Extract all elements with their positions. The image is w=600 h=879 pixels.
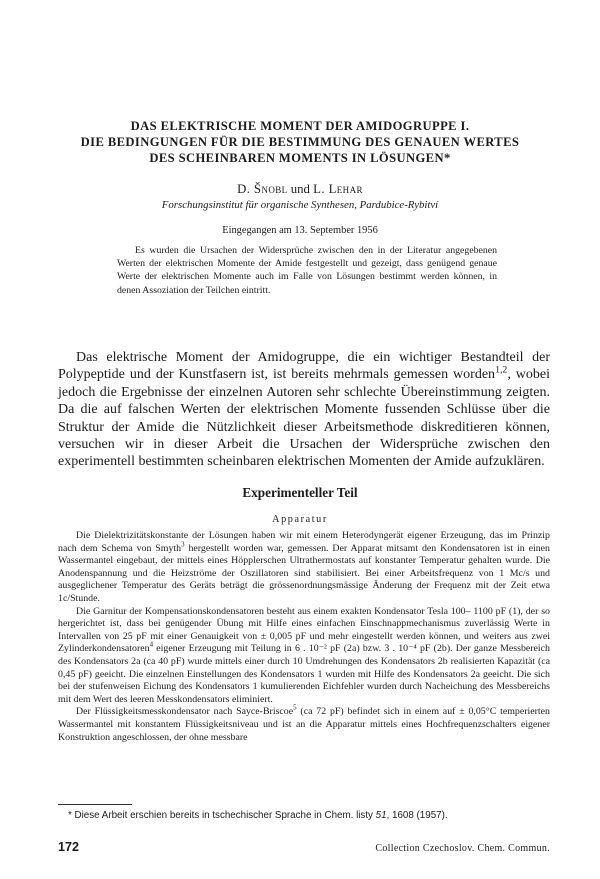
p2-citation: 4: [149, 642, 154, 650]
p1-citation: 3: [181, 541, 185, 549]
body-paragraph-3: [58, 706, 550, 744]
p2-text-a: Die Garnitur der Kompensationskondensatoren besteht aus einem exakten Kondensator Tesla 100– 1100 pF (1), der so hergerichtet ist, dass bei genügender Übung mit Hilfe eines einfachen Einschnappmechanismus zuverlässig Werte in Intervallen von 25 pF mit einer Genauigkeit von ± 0,005 pF und mehr eingestellt werden können, und weiters aus zwei Zylinderkondensatoren: [58, 605, 550, 655]
footnote-text-a: Diese Arbeit erschien bereits in tschechischer Sprache in Chem. listy: [71, 810, 376, 821]
footnote-rule: [58, 804, 132, 805]
author-lehar: L. Lehar: [313, 182, 363, 196]
abstract: Es wurden die Ursachen der Widersprüche zwischen den in der Literatur angegebenen Werten der elektrischen Momente der Amide festgestellt und gezeigt, dass genügend genaue Werte der elektrischen Momente auch im Falle von Lösungen bestimmt werden können, in denen Assoziation der Teilchen eintritt.: [117, 245, 497, 296]
p3-text-b: (ca 72 pF) befindet sich in einem auf ± 0,05°C temperierten Wassermantel mit konstantem Flüssigkeitsniveau und ist an die Apparatur mittels eines Hochfrequenzschalters eigener Konstruktion angeschlossen, der ohne messbare: [58, 706, 550, 743]
footnote-mark: *: [68, 810, 72, 821]
footnote-volume: 51: [375, 810, 387, 821]
p3-citation: 5: [293, 705, 297, 713]
intro-paragraph: [58, 349, 550, 471]
institute: Forschungsinstitut für organische Synthesen, Pardubice-Rybitví: [161, 199, 439, 211]
received-date: Eingegangen am 13. September 1956: [222, 225, 378, 236]
p3-text-a: Der Flüssigkeitsmesskondensator nach Sayce-Briscoe: [76, 706, 294, 718]
footnote-text-b: , 1608 (1957).: [386, 810, 448, 821]
p1-text-a: Die Dielektrizitätskonstante der Lösungen haben wir mit einem Heterodyngerät eigener Erzeugung, das im Prinzip nach dem Schema von Smyth: [58, 530, 550, 554]
title-line-2: DIE BEDINGUNGEN FÜR DIE BESTIMMUNG DES GENAUEN WERTES: [80, 135, 520, 149]
authors: [40, 182, 560, 197]
intro-text-b: , wobei jedoch die Ergebnisse der einzelnen Autoren sehr schlechte Übereinstimmung zeigten. Da die auf falschen Werten der elektrischen Momente fussenden Schlüsse über die Struktur der Amide die Nützlichkeit dieser Arbeitsmethode diskreditieren können, versuchen wir in dieser Arbeit die Ursachen der Widersprüche zwischen den experimentell bestimmten scheinbaren elektrischen Momenten der Amide aufzuklären.: [58, 367, 550, 470]
journal-name: Collection Czechoslov. Chem. Commun.: [375, 843, 550, 854]
title-line-3: DES SCHEINBAREN MOMENTS IN LÖSUNGEN*: [149, 151, 451, 165]
page-number: 172: [58, 840, 80, 854]
title-line-1: DAS ELEKTRISCHE MOMENT DER AMIDOGRUPPE I.: [130, 119, 470, 133]
body-paragraph-2: [58, 606, 550, 707]
p1-text-b: hergestellt worden war, gemessen. Der Apparat mitsamt den Kondensatoren ist in einen Wassermantel eingebaut, der mittels eines Höpplerschen Ultrathermostats auf konstanter Temperatur gehalten wurde. Die Anodenspannung und die Heizströme der Oszillatoren sind stabilisiert. Bei einer Arbeitsfrequenz von 1 Mc/s und ausgeglichener Temperatur des Geräts beträgt die grössenordnungsmässige Änderung der Frequenz mit der Zeit etwa 1c/Stunde.: [58, 542, 550, 604]
body-text: [58, 530, 550, 744]
intro-text-a: Das elektrische Moment der Amidogruppe, die ein wichtiger Bestandteil der Polypeptide und der Kunstfasern ist, ist bereits mehrmals gemessen worden: [58, 350, 550, 383]
intro-citation: 1,2: [495, 364, 508, 376]
p2-text-b: eigener Erzeugung mit Teilung in 6 . 10⁻² pF (2a) bzw. 3 . 10⁻⁴ pF (2b). Der ganze Messbereich des Kondensators 2a (ca 40 pF) wurde mittels einer durch 10 Umdrehungen des Kondensators 2b realisierten Kapazität (ca 0,45 pF) geeicht. Die einzelnen Einstellungen des Kondensators 1 wurden mit Hilfe des Kondensators 2a geeicht. Die sich bei der stufenweisen Eichung des Kondensators 1 kumulierenden Eichfehler wurden durch Nacheichung des Messbereichs mit dem Wert des leeren Messkondensators eliminiert.: [58, 643, 550, 705]
author-snobl: D. Šnobl: [237, 182, 288, 196]
subsection-title: Apparatur: [272, 514, 328, 525]
footnote: [58, 810, 550, 822]
body-paragraph-1: [58, 530, 550, 606]
section-title: Experimenteller Teil: [242, 485, 358, 500]
author-joiner: und: [287, 182, 314, 196]
